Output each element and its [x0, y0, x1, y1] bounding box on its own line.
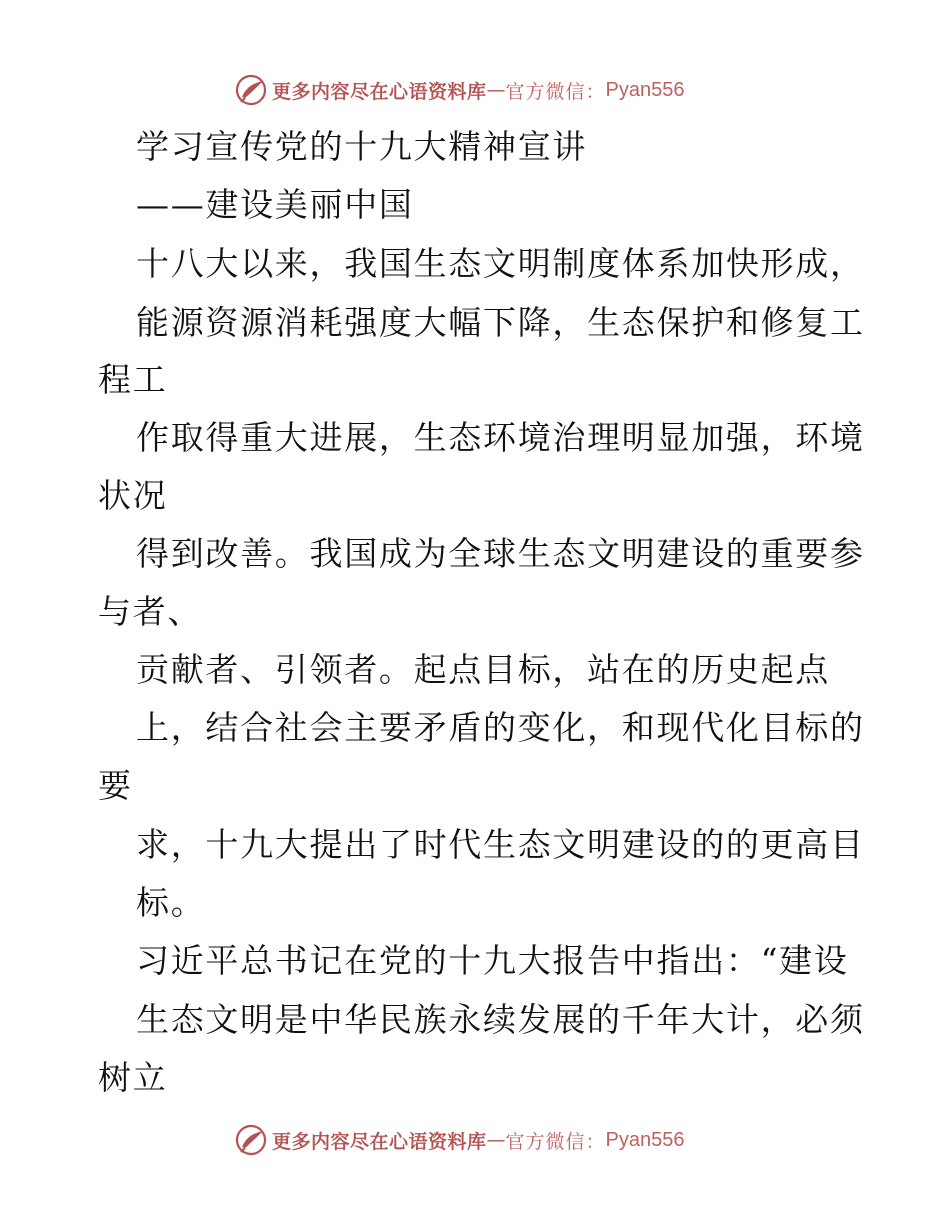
text-line: 生态文明是中华民族永续发展的千年大计，必须 — [136, 1000, 865, 1039]
text-line: 要 — [98, 766, 133, 805]
banner-wechat-label: 官方微信： — [505, 80, 606, 103]
text-line: 上，结合社会主要矛盾的变化，和现代化目标的 — [136, 708, 865, 747]
banner-wechat-id: Pyan556 — [605, 78, 685, 101]
banner-dash: — — [486, 79, 506, 101]
banner-site-text: 更多内容尽在心语资料库 — [272, 1130, 487, 1153]
footer-banner — [0, 1120, 950, 1160]
banner-site-text: 更多内容尽在心语资料库 — [272, 80, 487, 103]
banner-wechat-id: Pyan556 — [605, 1128, 685, 1151]
text-line: 与者、 — [98, 592, 203, 631]
text-line: 求，十九大提出了时代生态文明建设的的更高目 — [136, 825, 865, 864]
text-line: 作取得重大进展，生态环境治理明显加强，环境 — [136, 418, 865, 457]
document-subtitle: ——建设美丽中国 — [136, 185, 414, 224]
text-line: 能源资源消耗强度大幅下降，生态保护和修复工 — [136, 303, 865, 342]
text-line: 习近平总书记在党的十九大报告中指出：“建设 — [136, 941, 849, 980]
pen-logo-icon — [234, 1123, 268, 1157]
footer-banner-content — [234, 1120, 685, 1160]
text-line: 标。 — [136, 883, 206, 922]
text-line: 状况 — [98, 476, 168, 515]
text-line: 树立 — [98, 1058, 168, 1097]
document-title: 学习宣传党的十九大精神宣讲 — [136, 127, 588, 166]
banner-dash: — — [486, 1129, 506, 1151]
text-line: 得到改善。我国成为全球生态文明建设的重要参 — [136, 534, 865, 573]
text-line: 贡献者、引领者。起点目标，站在的历史起点 — [136, 650, 830, 689]
banner-wechat-label: 官方微信： — [505, 1130, 606, 1153]
text-line: 十八大以来，我国生态文明制度体系加快形成， — [136, 244, 865, 283]
text-line: 程工 — [98, 360, 168, 399]
